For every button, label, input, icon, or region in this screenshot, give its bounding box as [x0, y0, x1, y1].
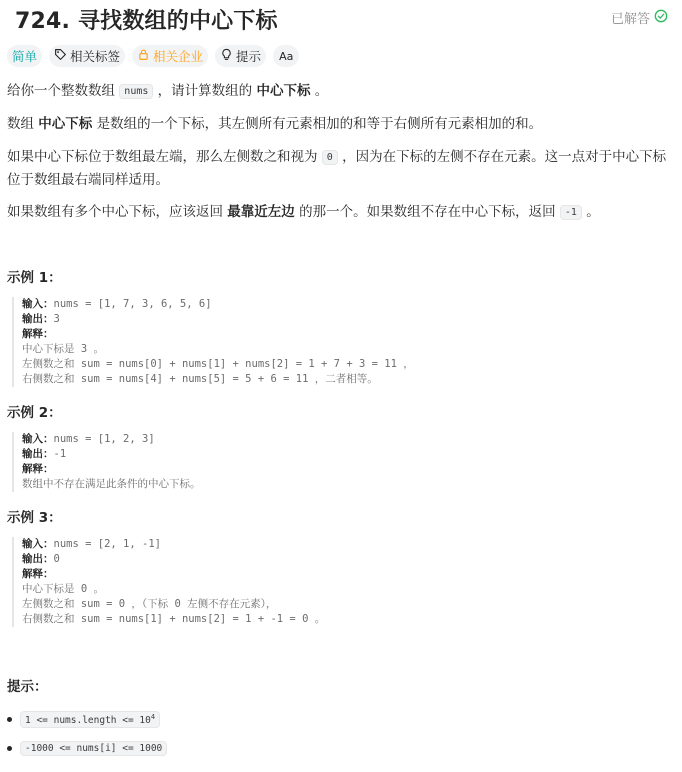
inline-code: nums [119, 84, 153, 99]
title-row [8, 0, 674, 38]
description-paragraph-3: 如果中心下标位于数组最左端，那么左侧数之和视为 0 ，因为在下标的左侧不存在元素。这一点对于中心下标位于数组最右端同样适用。 [7, 149, 667, 188]
hint-button[interactable] [215, 45, 266, 67]
difficulty-label: 简单 [12, 49, 38, 64]
related-tags-label: 相关标签 [70, 49, 121, 64]
constraints-title: 提示： [7, 679, 48, 695]
example-1-title: 示例 1： [7, 270, 62, 286]
bullet-icon [7, 746, 12, 751]
example-3-block: 输入：nums = [2, 1, -1] 输出：0 解释： 中心下标是 0 。 左侧数之和 sum = 0 ，（下标 0 左侧不存在元素）， 右侧数之和 sum = nums[1] + nums[2] = 1 + -1 = 0 。 [12, 537, 325, 627]
example-2-block: 输入：nums = [1, 2, 3] 输出：-1 解释： 数组中不存在满足此条件的中心下标。 [12, 432, 201, 492]
inline-code: 0 [322, 150, 338, 165]
related-tags-button[interactable] [49, 45, 125, 67]
hint-label: 提示 [236, 49, 262, 64]
description-paragraph-2: 数组 中心下标 是数组的一个下标，其左侧所有元素相加的和等于右侧所有元素相加的和。 [7, 116, 543, 132]
font-size-toggle[interactable] [273, 45, 299, 67]
tag-icon [54, 48, 67, 64]
font-toggle-label: Aa [279, 49, 294, 63]
related-companies-label: 相关企业 [153, 49, 204, 64]
solved-status [611, 8, 668, 27]
bullet-icon [7, 717, 12, 722]
difficulty-badge [7, 45, 42, 67]
example-1-block: 输入：nums = [1, 7, 3, 6, 5, 6] 输出：3 解释： 中心下标是 3 。 左侧数之和 sum = nums[0] + nums[1] + nums[2] = 1 + 7 + 3 = 11 ， 右侧数之和 sum = nums[4] + nums[5] = 5 + 6 = 11 ，二者相等。 [12, 297, 414, 387]
inline-code: -1 [560, 205, 582, 220]
constraint-code: -1000 <= nums[i] <= 1000 [20, 741, 167, 756]
example-3-title: 示例 3： [7, 510, 62, 526]
constraint-code: 1 <= nums.length <= $10^4$ [20, 711, 160, 728]
constraint-item [7, 741, 167, 756]
solved-label: 已解答 [610, 12, 650, 27]
lock-icon [137, 48, 150, 64]
related-companies-button[interactable] [132, 45, 208, 67]
check-circle-icon [654, 9, 668, 27]
example-2-title: 示例 2： [7, 405, 62, 421]
problem-title[interactable]: 724. 寻找数组的中心下标 [15, 9, 278, 34]
lightbulb-icon [220, 48, 233, 64]
description-paragraph-1: 给你一个整数数组 nums ，请计算数组的 中心下标 。 [7, 83, 329, 99]
constraint-item [7, 711, 160, 728]
description-paragraph-4: 如果数组有多个中心下标，应该返回 最靠近左边 的那一个。如果数组不存在中心下标，返回 -1 。 [7, 204, 600, 220]
tag-bar [7, 45, 299, 67]
